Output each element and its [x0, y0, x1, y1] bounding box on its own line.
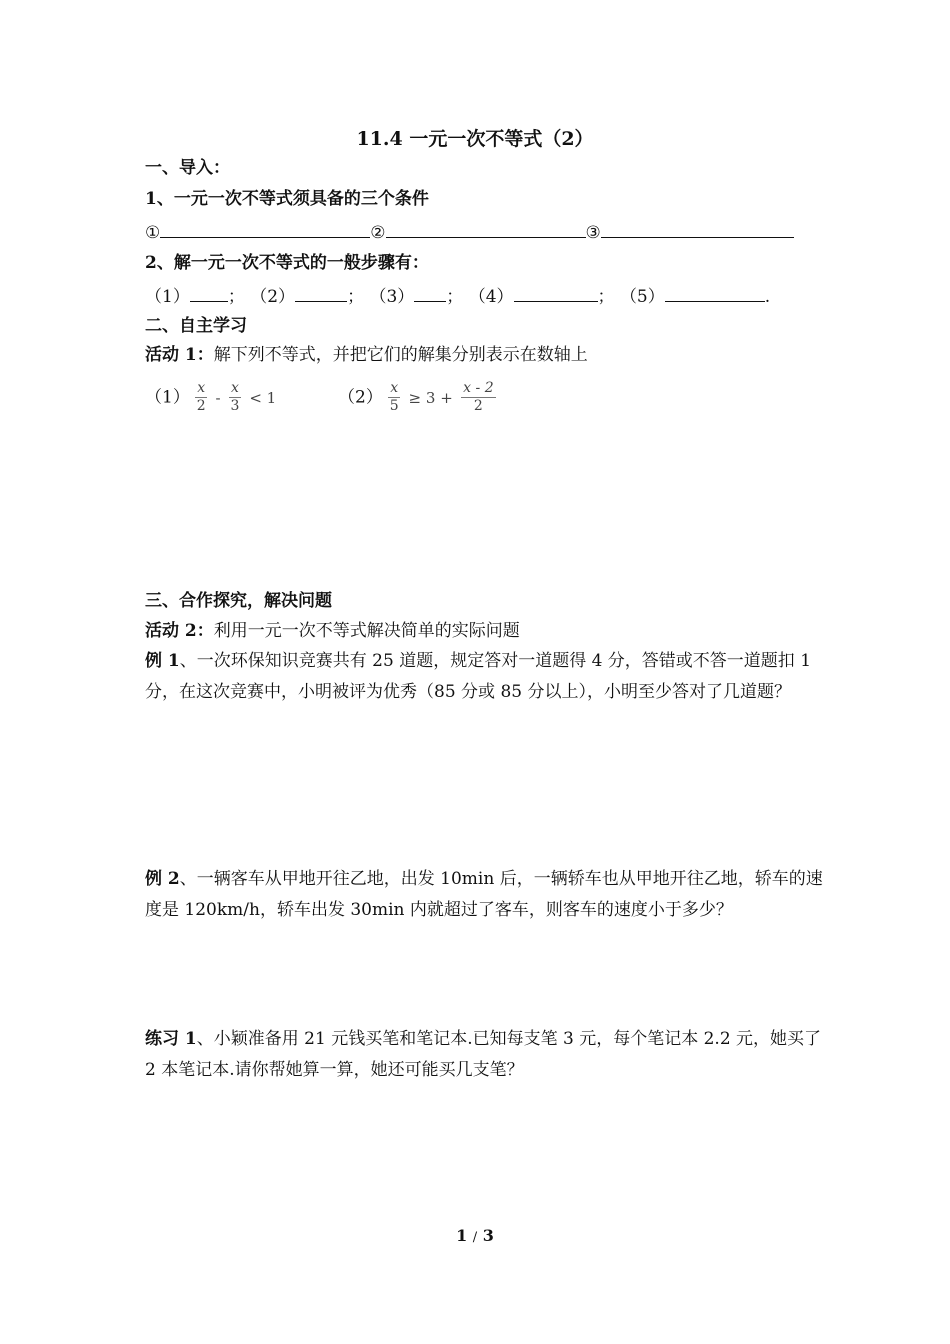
activity-1-text: 解下列不等式，并把它们的解集分别表示在数轴上 [213, 345, 588, 365]
activity-2 [145, 620, 520, 642]
activity-1 [145, 344, 588, 366]
section-heading-intro: 一、导入： [145, 158, 230, 178]
practice-1-label: 练习 1 [145, 1029, 197, 1049]
fraction [461, 380, 495, 415]
step-label-4: （4） [468, 287, 514, 307]
practice-1-text: 、小颖准备用 21 元钱买笔和笔记本.已知每支笔 3 元，每个笔记本 2.2 元，她买了 2 本笔记本.请你帮她算一算，她还可能买几支笔？ [145, 1029, 822, 1080]
total-pages: 3 [482, 1226, 494, 1245]
minus-sign: - [215, 388, 221, 407]
activity-1-label: 活动 1： [145, 345, 214, 365]
activity-2-label: 活动 2： [145, 621, 214, 641]
fraction [195, 380, 207, 415]
blank-line [665, 284, 765, 302]
step-label-3: （3） [369, 287, 415, 307]
current-page: 1 [456, 1226, 468, 1245]
semicolon: ； [347, 287, 365, 307]
fraction [388, 380, 400, 415]
numerator: x [197, 380, 206, 396]
question-2: 2、解一元一次不等式的一般步骤有： [145, 253, 429, 273]
denominator: 5 [389, 398, 399, 414]
step-label-5: （5） [619, 287, 665, 307]
relation: < 1 [249, 388, 277, 407]
page-title: 11.4 一元一次不等式（2） [356, 128, 594, 150]
blank-line [514, 284, 598, 302]
blank-line [414, 284, 446, 302]
section-heading-self-study: 二、自主学习 [145, 316, 247, 336]
problem-1-label: （1） [145, 387, 190, 408]
example-1 [145, 646, 825, 708]
section-heading-cooperate: 三、合作探究，解决问题 [145, 591, 332, 611]
step-label-2: （2） [250, 287, 296, 307]
denominator: 3 [230, 398, 240, 414]
period: . [764, 287, 771, 307]
problem-1 [145, 380, 279, 415]
step-label-1: （1） [145, 287, 190, 307]
page-number [0, 1226, 950, 1245]
example-1-text: 、一次环保知识竞赛共有 25 道题，规定答对一道题得 4 分，答错或不答一道题扣 1 分，在这次竞赛中，小明被评为优秀（85 分或 85 分以上），小明至少答对了几道题？ [145, 651, 812, 702]
blank-line [295, 284, 347, 302]
denominator: 2 [473, 398, 483, 414]
problem-2-label: （2） [338, 387, 383, 408]
blank-line [386, 220, 586, 238]
circle-mark-2: ② [370, 223, 386, 243]
semicolon: ； [446, 287, 464, 307]
example-2-label: 例 2 [145, 869, 180, 889]
problem-2 [338, 380, 496, 415]
circle-mark-1: ① [145, 223, 161, 243]
blank-row-conditions [145, 220, 794, 244]
question-1: 1、一元一次不等式须具备的三个条件 [145, 189, 429, 209]
page-separator: / [472, 1230, 478, 1245]
blank-line [601, 220, 794, 238]
blank-line [160, 220, 370, 238]
numerator: x [231, 380, 239, 396]
activity-2-text: 利用一元一次不等式解决简单的实际问题 [213, 621, 520, 641]
numerator: x - 2 [463, 380, 494, 396]
fraction [229, 380, 241, 415]
blank-row-steps [145, 284, 770, 308]
semicolon: ； [227, 287, 245, 307]
example-2-text: 、一辆客车从甲地开往乙地，出发 10min 后，一辆轿车也从甲地开往乙地，轿车的速度是 120km/h，轿车出发 30min 内就超过了客车，则客车的速度小于多少？ [145, 869, 823, 920]
numerator: x [390, 380, 399, 396]
blank-line [190, 284, 228, 302]
example-1-label: 例 1 [145, 651, 180, 671]
denominator: 2 [196, 398, 206, 414]
relation: ≥ 3 + [408, 388, 453, 407]
practice-1 [145, 1024, 825, 1086]
example-2 [145, 864, 825, 926]
circle-mark-3: ③ [585, 223, 601, 243]
semicolon: ； [597, 287, 615, 307]
